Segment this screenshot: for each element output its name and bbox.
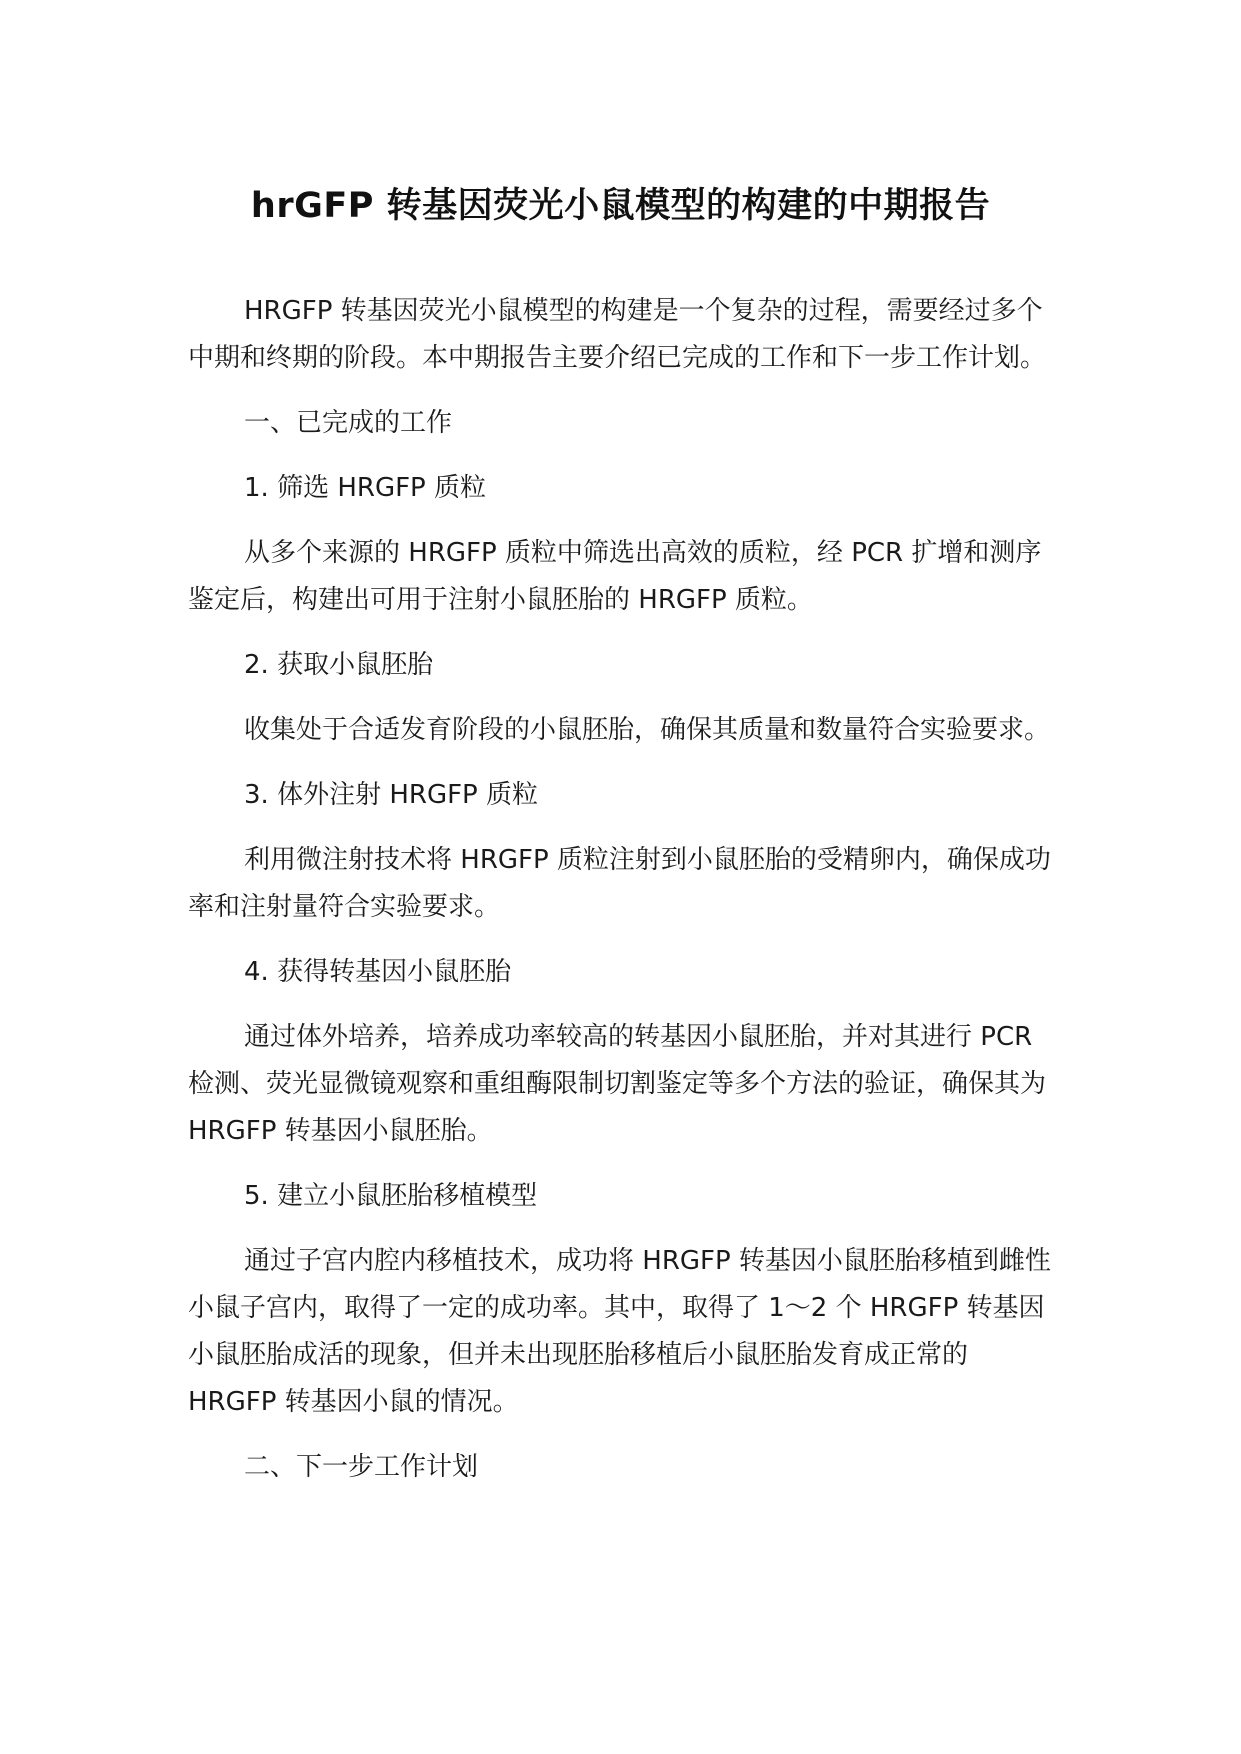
item-heading-4: 4. 获得转基因小鼠胚胎 <box>244 957 512 987</box>
item-heading-3: 3. 体外注射 HRGFP 质粒 <box>244 780 538 810</box>
section-heading-next-plan: 二、下一步工作计划 <box>244 1452 479 1482</box>
document-title: hrGFP 转基因荧光小鼠模型的构建的中期报告 <box>250 186 991 226</box>
section-heading-completed-work: 一、已完成的工作 <box>244 408 453 438</box>
item-text-4: 通过体外培养，培养成功率较高的转基因小鼠胚胎，并对其进行 PCR 检测、荧光显微镜观察和重组酶限制切割鉴定等多个方法的验证，确保其为 HRGFP 转基因小鼠胚胎。 <box>188 1022 1047 1146</box>
intro-paragraph: HRGFP 转基因荧光小鼠模型的构建是一个复杂的过程，需要经过多个中期和终期的阶段。本中期报告主要介绍已完成的工作和下一步工作计划。 <box>188 296 1047 373</box>
item-heading-1: 1. 筛选 HRGFP 质粒 <box>244 473 486 503</box>
item-text-3: 利用微注射技术将 HRGFP 质粒注射到小鼠胚胎的受精卵内，确保成功率和注射量符合实验要求。 <box>188 845 1051 922</box>
item-text-2: 收集处于合适发育阶段的小鼠胚胎，确保其质量和数量符合实验要求。 <box>244 715 1051 745</box>
item-heading-2: 2. 获取小鼠胚胎 <box>244 650 434 680</box>
item-text-5: 通过子宫内腔内移植技术，成功将 HRGFP 转基因小鼠胚胎移植到雌性小鼠子宫内，取得了一定的成功率。其中，取得了 1～2 个 HRGFP 转基因小鼠胚胎成活的现象，但并未出现胚胎移植后小鼠胚胎发育成正常的 HRGFP 转基因小鼠的情况。 <box>188 1246 1051 1417</box>
item-heading-5: 5. 建立小鼠胚胎移植模型 <box>244 1181 538 1211</box>
document-body <box>188 288 1054 1509</box>
item-text-1: 从多个来源的 HRGFP 质粒中筛选出高效的质粒，经 PCR 扩增和测序鉴定后，构建出可用于注射小鼠胚胎的 HRGFP 质粒。 <box>188 538 1042 615</box>
